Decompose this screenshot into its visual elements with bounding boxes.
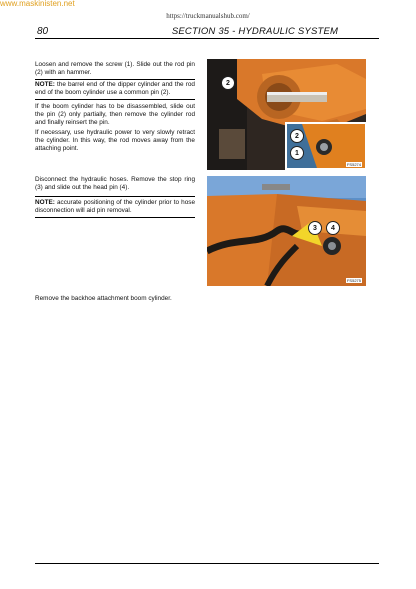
note-2-rule-top: [35, 196, 195, 197]
note-2: [35, 199, 195, 215]
note-2-label: NOTE:: [35, 199, 55, 206]
source-url: https://truckmanualshub.com/: [166, 12, 250, 20]
instruction-paragraph-4: Disconnect the hydraulic hoses. Remove the stop ring (3) and slide out the head pin (4).: [35, 176, 195, 191]
watermark-text: www.maskinisten.net: [0, 0, 75, 8]
figure-1-code: FS5274: [346, 162, 361, 167]
page-number: 80: [37, 26, 49, 37]
figure-2-hose-pin-photo: [207, 176, 366, 286]
footer-rule: [35, 563, 379, 564]
header-rule: [35, 38, 379, 39]
callout-2-inset: 2: [290, 129, 304, 143]
note-rule-top: [35, 79, 195, 80]
callout-1-inset: 1: [290, 146, 304, 160]
callout-2-main: 2: [221, 76, 235, 90]
figure-2-illustration: [207, 176, 366, 286]
note-1: [35, 81, 195, 97]
note-1-text: the barrel end of the dipper cylinder and the rod end of the boom cylinder use a common pin (2).: [35, 81, 195, 96]
callout-3: 3: [308, 221, 322, 235]
figure-1-boom-pin-photo: [207, 59, 366, 170]
instruction-paragraph-5: Remove the backhoe attachment boom cylinder.: [35, 295, 172, 302]
instruction-paragraph-3: If necessary, use hydraulic power to very slowly retract the cylinder. In this way, the rod moves away from the attaching point.: [35, 129, 195, 152]
note-2-rule-bottom: [35, 217, 195, 218]
figure-2-code: FS5275: [346, 278, 361, 283]
callout-4: 4: [326, 221, 340, 235]
note-rule-bottom: [35, 99, 195, 100]
instruction-paragraph-1: Loosen and remove the screw (1). Slide out the rod pin (2) with an hammer.: [35, 61, 195, 76]
section-title: SECTION 35 - HYDRAULIC SYSTEM: [171, 26, 339, 37]
note-1-label: NOTE:: [35, 81, 55, 88]
note-2-text: accurate positioning of the cylinder prior to hose disconnection will aid pin removal.: [35, 199, 195, 214]
instruction-paragraph-2: If the boom cylinder has to be disassembled, slide out the pin (2) only partially, then remove the cylinder rod and finally reinsert the pin.: [35, 103, 195, 126]
